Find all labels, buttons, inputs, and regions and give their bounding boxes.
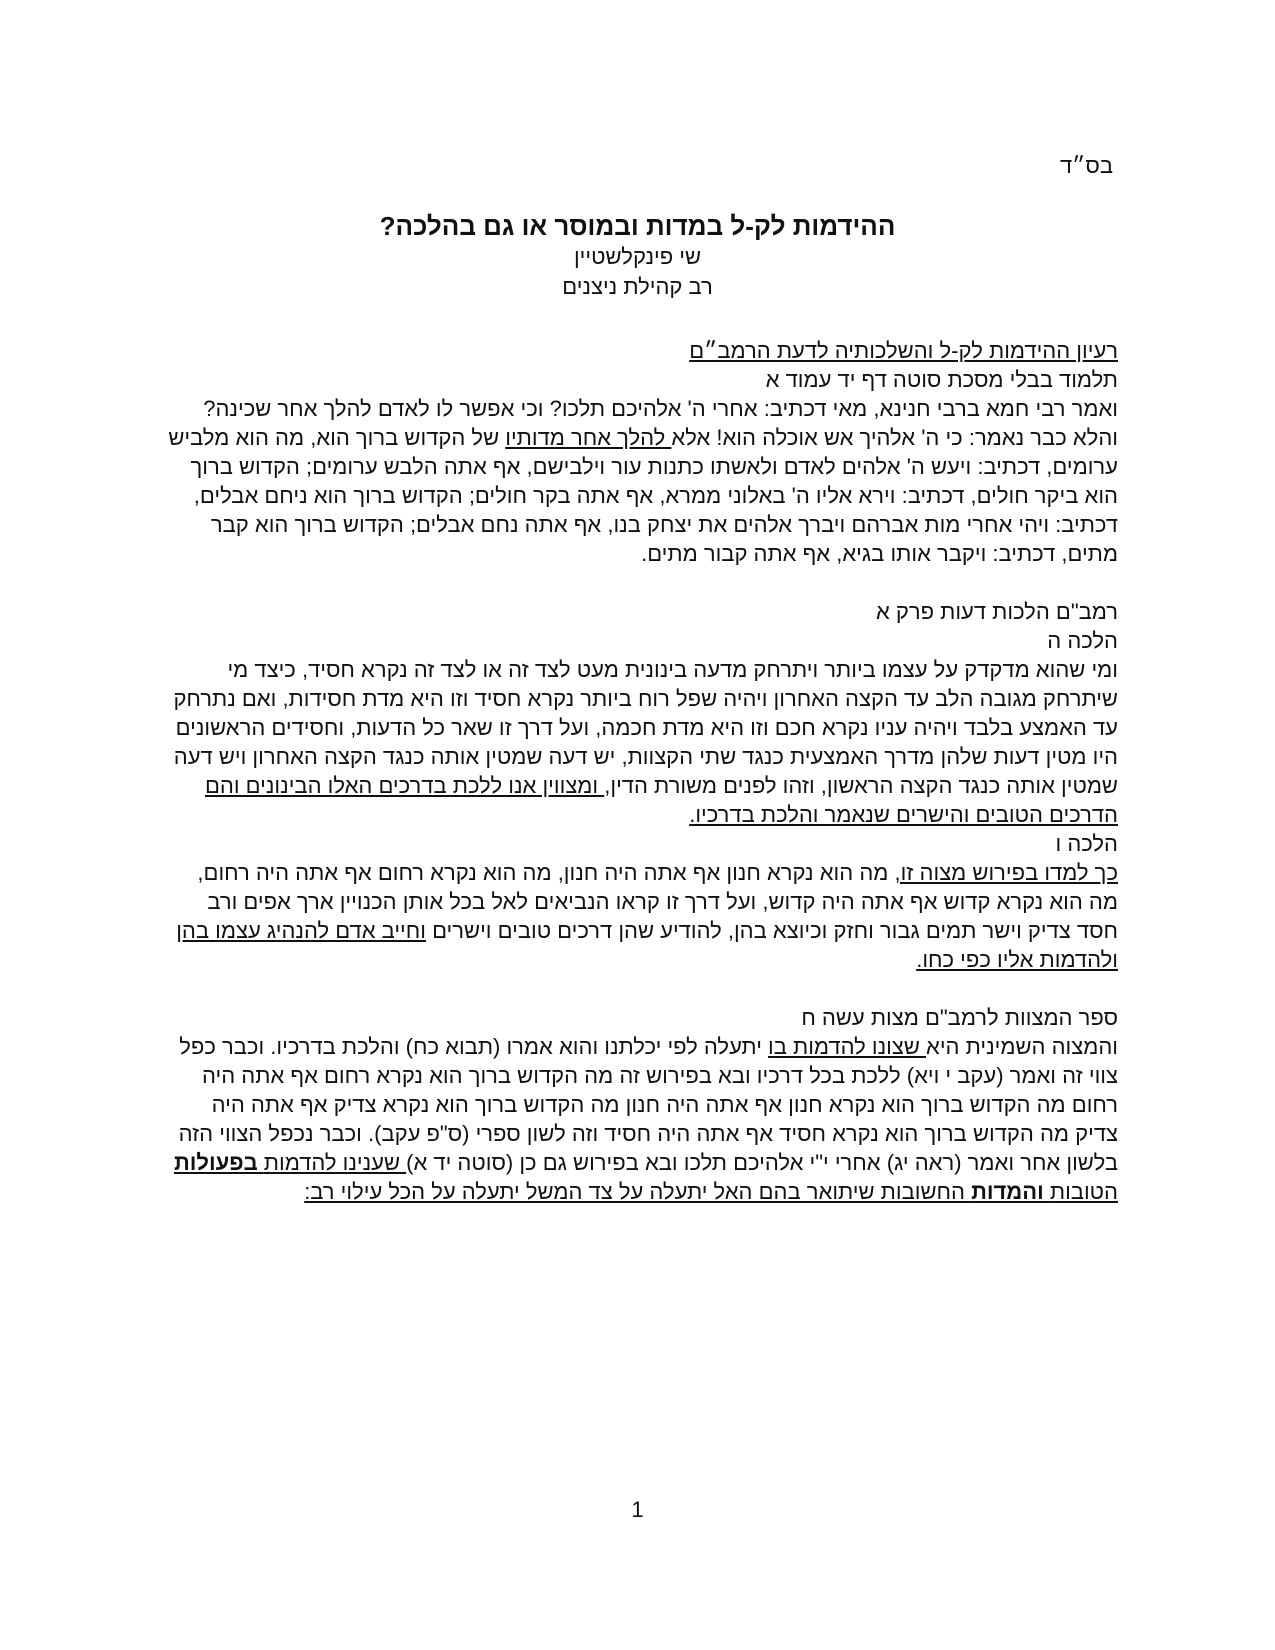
document-body	[164, 336, 1118, 1206]
section1-text-underlined: להלך אחר מדותיו	[505, 425, 672, 450]
page-number: 1	[631, 1497, 644, 1522]
section2-source: רמב"ם הלכות דעות פרק א	[875, 599, 1118, 624]
section3-text-2: יתעלה לפי יכלתנו והוא אמרו (תבוא כח) והלכת בדרכיו. וכבר כפל צווי זה ואמר (עקב י ויא) ללכת בכל דרכיו ובא בפירוש זה מה הקדוש ברוך הוא נקרא רחום אף אתה היה רחום מה הקדוש ברוך הוא נקרא חנון אף אתה היה חנון מה הקדוש ברוך הוא נקרא צדיק אף אתה היה צדיק מה הקדוש ברוך הוא נקרא חסיד אף אתה היה חסיד וזה לשון ספרי (ס"פ עקב). וכבר נכפל הצווי הזה בלשון אחר ואמר (ראה יג) אחרי י"י אלהיכם תלכו ובא בפירוש גם כן (סוטה יד א)	[178, 1034, 1118, 1175]
halacha-6-text-underlined-1: כך למדו בפירוש מצוה זו,	[894, 860, 1118, 885]
section1-heading-text: רעיון ההידמות לק-ל והשלכותיה לדעת הרמב״ם	[689, 338, 1118, 363]
halacha-6-text-a: מה הוא נקרא חנון אף אתה היה חנון, מה הוא נקרא רחום אף אתה היה רחום, מה הוא נקרא קדוש אף אתה היה קדוש, ועל דרך זו קראו הנביאים לאל בכל אותן הכנויין ארך אפים ורב חסד צדיק וישר תמים גבור וחזק וכיוצא בהן, להודיע שהן דרכים טובים וישרים	[197, 860, 1118, 943]
halacha-5-text	[164, 655, 1118, 829]
section3-bold-underlined-1: בפעולות	[173, 1150, 264, 1175]
section3-bold-underlined-2: והמדות	[971, 1179, 1050, 1204]
halacha-6-text	[164, 858, 1118, 974]
section3-underlined-2: שענינו להדמות	[263, 1150, 407, 1175]
halacha-5-text-underlined: ומצווין אנו ללכת בדרכים האלו הבינונים והם הדרכים הטובים והישרים שנאמר והלכת בדרכיו.	[204, 773, 1118, 827]
spacer	[164, 568, 1118, 597]
section1-heading	[164, 336, 1118, 365]
halacha-6-label: הלכה ו	[1055, 831, 1118, 856]
section1-text	[164, 394, 1118, 568]
spacer	[164, 974, 1118, 1003]
section3-underlined-1: שצונו להדמות בו	[768, 1034, 927, 1059]
section1-source: תלמוד בבלי מסכת סוטה דף יד עמוד א	[765, 367, 1118, 392]
section3-underlined-4: החשובות שיתואר בהם האל יתעלה על צד המשל יתעלה על הכל עילוי רב:	[304, 1179, 972, 1204]
author-role: רב קהילת ניצנים	[562, 274, 713, 299]
page-title: ההידמות לק-ל במדות ובמוסר או גם בהלכה?	[379, 211, 896, 241]
section3-underlined-3: הטובות	[1049, 1179, 1118, 1204]
section1-text-a: ואמר רבי חמא ברבי חנינא, מאי דכתיב: אחרי ה' אלהיכם תלכו? וכי אפשר לו לאדם להלך אחר שכינה? והלא כבר נאמר: כי ה' אלהיך אש אוכלה הוא! אלא	[203, 396, 1118, 450]
halacha-5-label: הלכה ה	[1047, 628, 1118, 653]
section3-text-1: והמצוה השמינית היא	[926, 1034, 1118, 1059]
halacha-6-text-underlined-2: וחייב אדם להנהיג עצמו בהן ולהדמות אליו כפי כחו.	[176, 918, 1118, 972]
document-header	[0, 210, 1275, 302]
author-name: שי פינקלשטיין	[573, 244, 702, 269]
section3-text	[164, 1032, 1118, 1206]
bsd-mark: בס״ד	[1059, 153, 1113, 178]
section3-source: ספר המצוות לרמב"ם מצות עשה ח	[801, 1005, 1118, 1030]
halacha-5-text-a: ומי שהוא מדקדק על עצמו ביותר ויתרחק מדעה בינונית מעט לצד זה או לצד זה נקרא חסיד, כיצד מי שיתרחק מגובה הלב עד הקצה האחרון ויהיה שפל רוח ביותר נקרא חסיד וזו היא מדת חסידות, ואם נתרחק עד האמצע בלבד ויהיה עניו נקרא חכם וזו היא מדת חכמה, ועל דרך זו שאר כל הדעות, וחסידים הראשונים היו מטין דעות שלהן מדרך האמצעית כנגד שתי הקצוות, יש דעה שמטין אותה כנגד הקצה האחרון ויש דעה שמטין אותה כנגד הקצה הראשון, וזהו לפנים משורת הדין,	[173, 657, 1118, 798]
section1-text-b: של הקדוש ברוך הוא, מה הוא מלביש ערומים, דכתיב: ויעש ה' אלהים לאדם ולאשתו כתנות עור וילבישם, אף אתה הלבש ערומים; הקדוש ברוך הוא ביקר חולים, דכתיב: וירא אליו ה' באלוני ממרא, אף אתה בקר חולים; הקדוש ברוך הוא ניחם אבלים, דכתיב: ויהי אחרי מות אברהם ויברך אלהים את יצחק בנו, אף אתה נחם אבלים; הקדוש ברוך הוא קבר מתים, דכתיב: ויקבר אותו בגיא, אף אתה קבור מתים.	[168, 425, 1118, 566]
